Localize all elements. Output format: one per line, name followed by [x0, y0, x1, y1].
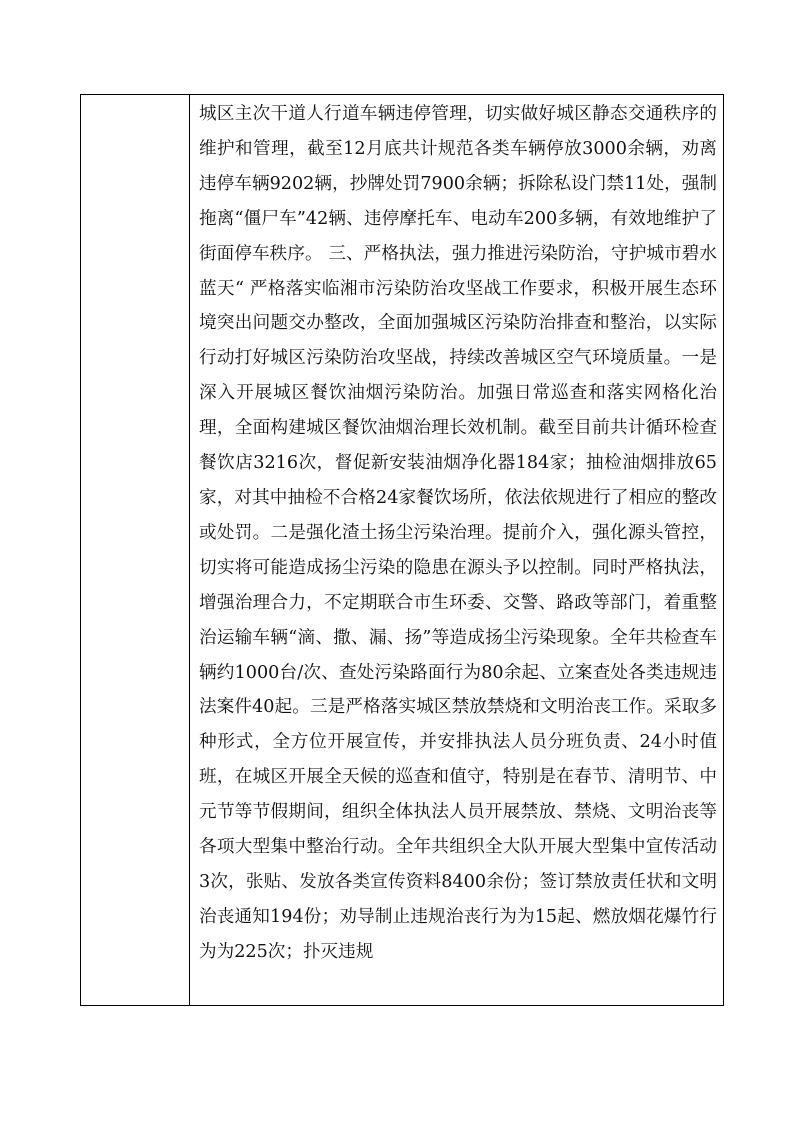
table-left-cell — [81, 95, 189, 1005]
document-table — [80, 94, 724, 1006]
table-column-divider — [189, 95, 190, 1005]
body-paragraph: 城区主次干道人行道车辆违停管理，切实做好城区静态交通秩序的维护和管理，截至12月底共计规范各类车辆停放3000余辆，劝离违停车辆9202辆，抄牌处罚7900余辆；拆除私设门禁11处，强制拖离“僵尸车”42辆、违停摩托车、电动车200多辆，有效地维护了街面停车秩序。 三、严格执法，强力推进污染防治，守护城市碧水蓝天“ 严格落实临湘市污染防治攻坚战工作要求，积极开展生态环境突出问题交办整改，全面加强城区污染防治排查和整治，以实际行动打好城区污染防治攻坚战，持续改善城区空气环境质量。一是深入开展城区餐饮油烟污染防治。加强日常巡查和落实网格化治理，全面构建城区餐饮油烟治理长效机制。截至目前共计循环检查餐饮店3216次，督促新安装油烟净化器184家；抽检油烟排放65家，对其中抽检不合格24家餐饮场所，依法依规进行了相应的整改或处罚。二是强化渣土扬尘污染治理。提前介入，强化源头管控，切实将可能造成扬尘污染的隐患在源头予以控制。同时严格执法，增强治理合力，不定期联合市生环委、交警、路政等部门，着重整治运输车辆“滴、撒、漏、扬”等造成扬尘污染现象。全年共检查车辆约1000台/次、查处污染路面行为80余起、立案查处各类违规违法案件40起。三是严格落实城区禁放禁烧和文明治丧工作。采取多种形式，全方位开展宣传，并安排执法人员分班负责、24小时值班，在城区开展全天候的巡查和值守，特别是在春节、清明节、中元节等节假期间，组织全体执法人员开展禁放、禁烧、文明治丧等各项大型集中整治行动。全年共组织全大队开展大型集中宣传活动3次，张贴、发放各类宣传资料8400余份；签订禁放责任状和文明治丧通知194份；劝导制止违规治丧行为为15起、燃放烟花爆竹行为为225次；扑灭违规 — [199, 104, 717, 962]
